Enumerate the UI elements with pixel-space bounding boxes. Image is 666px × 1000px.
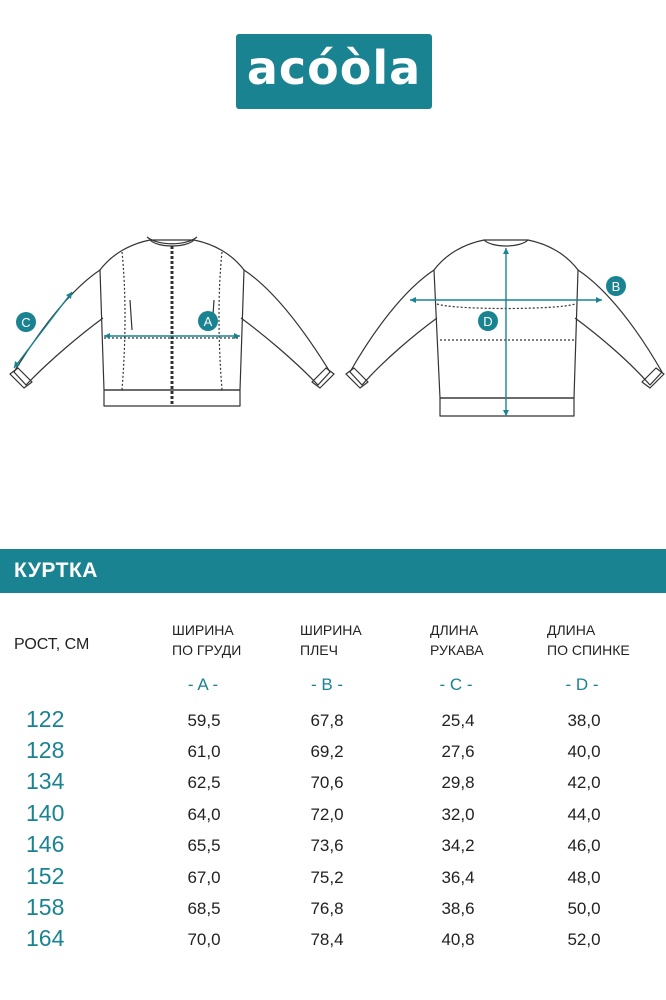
cell-sleeve: 36,4 bbox=[441, 868, 475, 887]
row-height: 122 bbox=[26, 706, 65, 732]
cell-back-length: 52,0 bbox=[567, 930, 601, 949]
column-letter-a: - A - bbox=[187, 675, 219, 694]
column-header-line: ПЛЕЧ bbox=[300, 642, 338, 658]
cell-back-length: 44,0 bbox=[567, 805, 601, 824]
column-header-line: РУКАВА bbox=[430, 642, 484, 658]
table-row bbox=[0, 706, 666, 737]
cell-back-length: 48,0 bbox=[567, 868, 601, 887]
row-height: 140 bbox=[26, 800, 65, 826]
cell-shoulders: 78,4 bbox=[310, 930, 344, 949]
cell-back-length: 50,0 bbox=[567, 899, 601, 918]
table-row bbox=[0, 768, 666, 799]
cell-shoulders: 67,8 bbox=[310, 711, 344, 730]
cell-sleeve: 38,6 bbox=[441, 899, 475, 918]
table-row bbox=[0, 737, 666, 768]
cell-chest: 67,0 bbox=[187, 868, 221, 887]
brand-logo bbox=[236, 34, 432, 109]
cell-chest: 65,5 bbox=[187, 836, 221, 855]
cell-sleeve: 40,8 bbox=[441, 930, 475, 949]
row-height: 146 bbox=[26, 831, 65, 857]
cell-sleeve: 27,6 bbox=[441, 742, 475, 761]
height-column-header: РОСТ, СМ bbox=[14, 636, 90, 653]
jacket-back-drawing bbox=[346, 240, 664, 416]
row-height: 128 bbox=[26, 737, 65, 763]
table-row bbox=[0, 894, 666, 925]
table-row bbox=[0, 800, 666, 831]
measure-label-c: C bbox=[21, 315, 31, 330]
column-header-line: ДЛИНА bbox=[430, 622, 479, 638]
row-height: 164 bbox=[26, 925, 65, 951]
column-header-line: ШИРИНА bbox=[172, 622, 234, 638]
cell-shoulders: 76,8 bbox=[310, 899, 344, 918]
column-header-line: ШИРИНА bbox=[300, 622, 362, 638]
row-height: 134 bbox=[26, 768, 65, 794]
cell-back-length: 38,0 bbox=[567, 711, 601, 730]
measure-label-d: D bbox=[483, 314, 493, 329]
column-header-line: ПО ГРУДИ bbox=[172, 642, 242, 658]
cell-back-length: 42,0 bbox=[567, 773, 601, 792]
measure-label-b: B bbox=[611, 279, 621, 294]
cell-back-length: 46,0 bbox=[567, 836, 601, 855]
column-header-shoulders bbox=[300, 620, 362, 660]
jacket-size-illustration bbox=[0, 200, 666, 440]
column-header-line: ПО СПИНКЕ bbox=[547, 642, 630, 658]
row-height: 152 bbox=[26, 863, 65, 889]
jacket-front-drawing bbox=[10, 237, 334, 406]
cell-shoulders: 72,0 bbox=[310, 805, 344, 824]
column-letter-b: - B - bbox=[310, 675, 344, 694]
measure-badge-c bbox=[16, 312, 36, 332]
cell-back-length: 40,0 bbox=[567, 742, 601, 761]
cell-shoulders: 70,6 bbox=[310, 773, 344, 792]
cell-shoulders: 75,2 bbox=[310, 868, 344, 887]
product-banner bbox=[0, 549, 666, 593]
cell-sleeve: 29,8 bbox=[441, 773, 475, 792]
cell-sleeve: 32,0 bbox=[441, 805, 475, 824]
table-row bbox=[0, 925, 666, 956]
row-height: 158 bbox=[26, 894, 65, 920]
measure-badge-b bbox=[606, 276, 626, 296]
cell-shoulders: 73,6 bbox=[310, 836, 344, 855]
brand-logo-text: acóòla bbox=[246, 40, 422, 95]
measure-badge-a bbox=[198, 311, 218, 331]
column-header-sleeve bbox=[430, 620, 484, 660]
cell-chest: 68,5 bbox=[187, 899, 221, 918]
column-letter-d: - D - bbox=[565, 675, 599, 694]
cell-chest: 62,5 bbox=[187, 773, 221, 792]
column-header-line: ДЛИНА bbox=[547, 622, 596, 638]
cell-chest: 70,0 bbox=[187, 930, 221, 949]
cell-chest: 59,5 bbox=[187, 711, 221, 730]
cell-chest: 64,0 bbox=[187, 805, 221, 824]
product-title: КУРТКА bbox=[14, 559, 98, 582]
column-letter-c: - C - bbox=[439, 675, 473, 694]
cell-chest: 61,0 bbox=[187, 742, 221, 761]
column-header-back-length bbox=[547, 620, 630, 660]
cell-sleeve: 25,4 bbox=[441, 711, 475, 730]
cell-sleeve: 34,2 bbox=[441, 836, 475, 855]
column-header-chest bbox=[172, 620, 241, 660]
measure-label-a: A bbox=[203, 314, 213, 329]
cell-shoulders: 69,2 bbox=[310, 742, 344, 761]
measure-badge-d bbox=[478, 311, 498, 331]
table-row bbox=[0, 863, 666, 894]
table-row bbox=[0, 831, 666, 862]
